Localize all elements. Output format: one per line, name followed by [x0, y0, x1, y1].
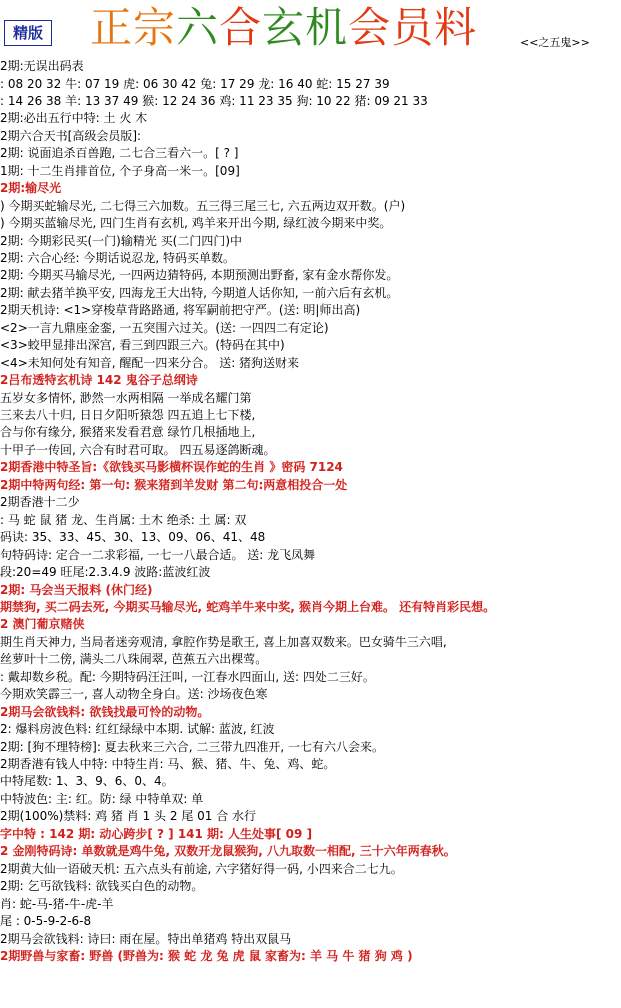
content-line: 2期马会欲钱料: 欲钱找最可怜的动物。	[0, 704, 210, 719]
content-line: 中特波色: 主: 红。防: 绿 中特单双: 单	[0, 791, 204, 806]
content-line: 2期: 马会当天报料 (休门经)	[0, 582, 153, 597]
content-line: 肖: 蛇-马-猪-牛-虎-羊	[0, 896, 114, 911]
page-title	[90, 4, 510, 52]
content-line: 句特码诗: 定合一二求彩福, 一七一八最合适。 送: 龙飞凤舞	[0, 547, 316, 562]
content-line: 2期天机诗: <1>穿梭草背路路通, 将军嗣前把守严。(送: 明|师出高)	[0, 303, 361, 318]
content-line: 2期中特两句经: 第一句: 猴来猪到羊发财 第二句:两意相投合一处	[0, 477, 348, 492]
jingban-badge: 精版	[4, 20, 52, 46]
content-line: 十甲子一传回, 六合有时君可取。 四五易逐鸽断魂。	[0, 442, 276, 457]
content-line: : 08 20 32 牛: 07 19 虎: 06 30 42 兔: 17 29 龙: 16 40 蛇: 15 27 39	[0, 76, 390, 91]
content-line: 码诀: 35、33、45、30、13、09、06、41、48	[0, 530, 266, 545]
content-line: <2>一言九鼎座金銮, 一五突围六过关。(送: 一四四二有定论)	[0, 320, 329, 335]
content-line: 2期: 献去猪羊换平安, 四海龙王大出特, 今期道人话你知, 一前六后有玄机。	[0, 285, 399, 300]
title-part-2: 六	[176, 3, 220, 52]
content-line: <4>未知何处有知音, 醒配一四来分合。 送: 猪狗送财来	[0, 355, 300, 370]
content-line: ) 今期买蓝输尽光, 四门生肖有玄机, 鸡羊来开出今期, 绿红波今期来中奖。	[0, 216, 392, 230]
content-line: 2期六合天书[高级会员版]:	[0, 128, 142, 143]
content-line: 2 金刚特码诗: 单数就是鸡牛兔, 双数开龙鼠猴狗, 八九取数一相配, 三十六年两春秋。	[0, 844, 456, 859]
title-part-1: 正宗	[90, 3, 177, 52]
content-line: 2期香港中特圣旨:《欲钱买马影横杯误作蛇的生肖 》密码 7124	[0, 460, 343, 475]
content-line: : 马 蛇 鼠 猪 龙、生肖属: 土木 绝杀: 土 属: 双	[0, 512, 247, 527]
content-line: 1期: 十二生肖排首位, 个子身高一米一。[09]	[0, 163, 240, 178]
content-line: 2 澳门葡京赌侠	[0, 617, 85, 632]
content-line: 期生肖天神力, 当局者迷旁观清, 拿腔作势是歌王, 喜上加喜双数来。巴女骑牛三六唱,	[0, 634, 447, 649]
title-part-5: 会员料	[348, 3, 478, 52]
content-line: 2期: 今期买马输尽光, 一四两边猜特码, 本期预测出野畜, 家有金水帮你发。	[0, 268, 399, 283]
content-line: 三来去八十归, 日日夕阳听猿怨 四五追上七下楼,	[0, 408, 256, 422]
header	[0, 0, 621, 58]
content-line: 中特尾数: 1、3、9、6、0、4。	[0, 774, 174, 789]
content-line: 期禁狗, 买二码去死, 今期买马输尽光, 蛇鸡羊牛来中奖, 猴肖今期上台难。 还有特肖彩民想。	[0, 599, 496, 614]
content-line: 2期香港十二少	[0, 495, 80, 510]
content-line: 2期:必出五行中特: 土 火 木	[0, 111, 148, 126]
content-line: 2期: 今期彩民买(一门)输精光 买(二门四门)中	[0, 233, 243, 248]
content-line: 尾 : 0-5-9-2-6-8	[0, 914, 92, 928]
content-line: 2期黄大仙一语破天机: 五六点头有前途, 六字猪好得一码, 小四来合二七九。	[0, 861, 403, 876]
content-line: ) 今期买蛇输尽光, 二七得三六加数。五三得三尾三七, 六五两边双开数。(户)	[0, 198, 406, 213]
content-line: : 戴却数乡税。配: 今期特码汪汪叫, 一江春水四面山, 送: 四处二三好。	[0, 669, 375, 684]
content-line: 2期: [狗不理特榜]: 夏去秋来三六合, 二三带九四准开, 一七有六八会来。	[0, 739, 384, 754]
content-line: 丝萝叶十二傍, 满头二八珠闹翠, 芭蕉五六出棵莺。	[0, 652, 268, 667]
content-line: 2期: 说面追杀百兽跑, 二七合三看六一。[ ? ]	[0, 146, 239, 161]
content-line: : 14 26 38 羊: 13 37 49 猴: 12 24 36 鸡: 11 23 35 狗: 10 22 猪: 09 21 33	[0, 93, 428, 108]
content-line: 2: 爆料房波色料: 红红绿绿中本期. 试解: 蓝波, 红波	[0, 722, 275, 737]
content-line: 2吕布透特玄机诗 142 鬼谷子总纲诗	[0, 373, 198, 388]
content-line: 段:20=49 旺尾:2.3.4.9 波路:蓝波红波	[0, 565, 211, 579]
content-line: 2期(100%)禁料: 鸡 猪 肖 1 头 2 尾 01 合 水行	[0, 809, 257, 824]
content-line: 合与你有缘分, 猴猪来发看君意 绿竹几根插地上,	[0, 425, 256, 440]
content-line: <3>蛟甲显排出深宫, 看三到四跟三六。(特码在其中)	[0, 338, 285, 353]
content-line: 五岁女多情怀, 渺然一水两相隔 一举成名耀门第	[0, 390, 252, 405]
content-line: 2期: 六合心经: 今期话说忍龙, 特码买单数。	[0, 250, 235, 265]
content-line: 字中特 : 142 期: 动心跨步[ ? ] 141 期: 人生处事[ 09 ]	[0, 826, 313, 841]
content-line: 2期: 乞丐欲钱料: 欲钱买白色的动物。	[0, 879, 204, 894]
content-line: 2期:输尽光	[0, 181, 62, 196]
content-line: 2期马会欲钱料: 诗曰: 雨在屋。特出单猪鸡 特出双鼠马	[0, 931, 292, 946]
title-part-3: 合	[219, 3, 263, 52]
subtitle: <<之五鬼>>	[520, 36, 590, 49]
content-line: 今期欢笑霹三一, 喜人动物全身白。送: 沙场夜色寒	[0, 687, 268, 702]
content-line: 2期香港有钱人中特: 中特生肖: 马、猴、猪、牛、兔、鸡、蛇。	[0, 757, 336, 771]
title-part-4: 玄机	[262, 3, 349, 52]
content-line: 2期野兽与家畜: 野兽 (野兽为: 猴 蛇 龙 兔 虎 鼠 家畜为: 羊 马 牛 猪 狗 鸡 )	[0, 948, 413, 963]
content-line: 2期:无误出码表	[0, 59, 84, 73]
